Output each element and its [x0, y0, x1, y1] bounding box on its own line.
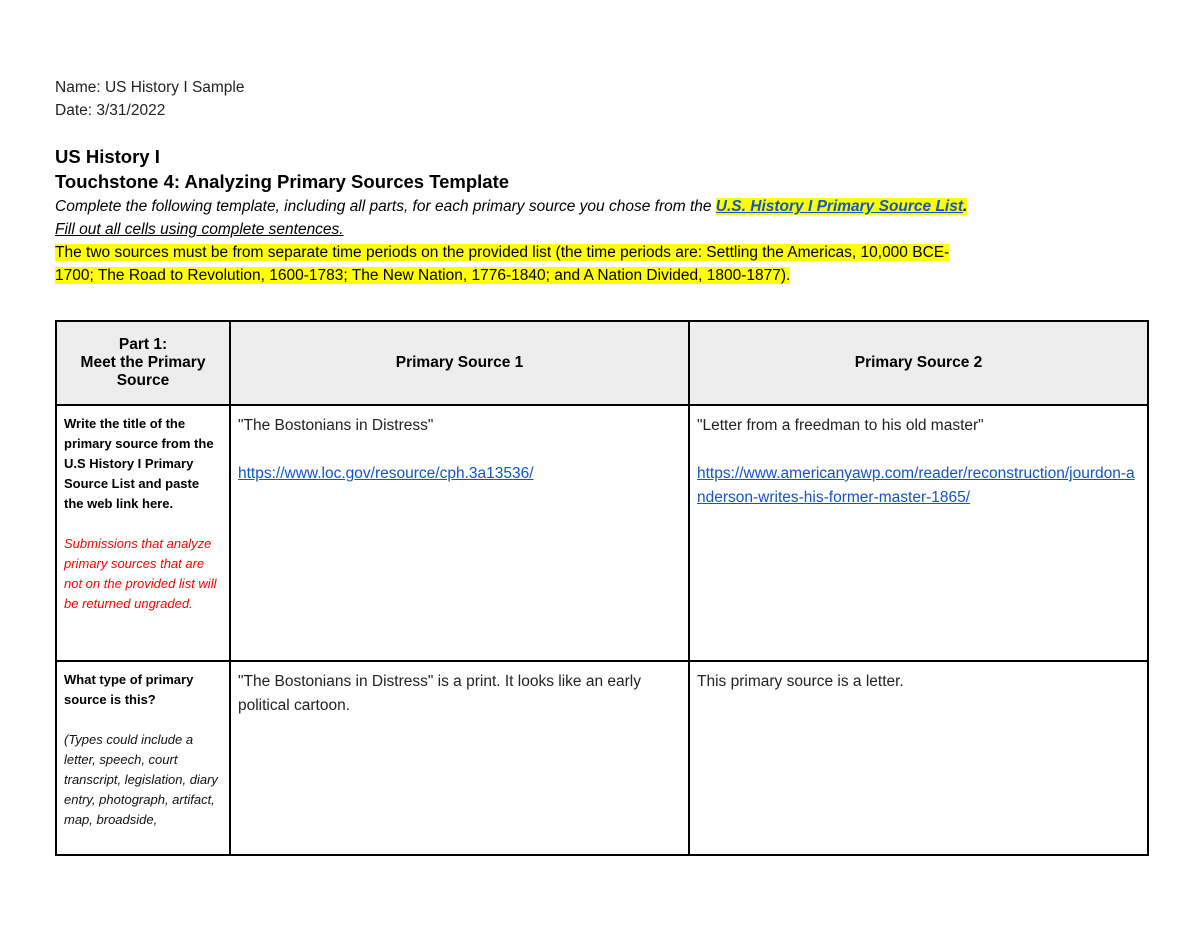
instructions [55, 195, 1147, 218]
table-header-row [56, 321, 1148, 405]
part-header-line-1: Part 1: [118, 336, 168, 353]
prompt-cell [56, 405, 230, 661]
source-2-title: "Letter from a freedman to his old master" [697, 417, 984, 434]
source-2-answer-cell[interactable] [689, 405, 1148, 661]
source-1-answer-cell[interactable] [230, 405, 689, 661]
part-header-line-3: Source [116, 372, 170, 389]
source-1-title: "The Bostonians in Distress" [238, 417, 434, 434]
source-2-link[interactable]: https://www.americanyawp.com/reader/reconstruction/jourdon-anderson-writes-his-former-master-1865/ [697, 465, 1135, 506]
prompt-hint: (Types could include a letter, speech, court transcript, legislation, diary entry, photograph, artifact, map, broadside, [64, 732, 218, 827]
prompt-text: Write the title of the primary source from the U.S History I Primary Source List and paste the web link here. [64, 416, 214, 511]
time-period-requirement [55, 241, 1147, 287]
primary-source-list-link[interactable]: U.S. History I Primary Source List [715, 198, 964, 215]
source-1-header: Primary Source 1 [230, 321, 689, 405]
fill-out-note: Fill out all cells using complete sentences. [55, 221, 344, 238]
source-2-answer-cell[interactable] [689, 661, 1148, 855]
instructions-suffix: . [963, 198, 968, 215]
document-title: Touchstone 4: Analyzing Primary Sources Template [55, 171, 510, 192]
source-2-type-answer: This primary source is a letter. [697, 673, 904, 690]
part-header-cell [56, 321, 230, 405]
source-2-header: Primary Source 2 [689, 321, 1148, 405]
submission-date: Date: 3/31/2022 [55, 102, 166, 119]
primary-source-table [55, 320, 1149, 856]
table-row [56, 405, 1148, 661]
part-header-line-2: Meet the Primary [80, 354, 206, 371]
prompt-text: What type of primary source is this? [64, 672, 194, 707]
prompt-warning: Submissions that analyze primary sources that are not on the provided list will be returned ungraded. [64, 536, 217, 611]
requirement-line-1: The two sources must be from separate time periods on the provided list (the time periods are: Settling the Americas, 10,000 BCE- [55, 244, 950, 261]
source-1-answer-cell[interactable] [230, 661, 689, 855]
source-1-type-answer: "The Bostonians in Distress" is a print. It looks like an early political cartoon. [238, 673, 641, 714]
instructions-prefix: Complete the following template, including all parts, for each primary source you chose from the [55, 198, 716, 215]
prompt-cell [56, 661, 230, 855]
source-1-link[interactable]: https://www.loc.gov/resource/cph.3a13536/ [238, 465, 534, 482]
requirement-line-2: 1700; The Road to Revolution, 1600-1783; The New Nation, 1776-1840; and A Nation Divided, 1800-1877). [55, 267, 791, 284]
document-header [55, 76, 1147, 287]
course-title: US History I [55, 146, 160, 167]
table-row [56, 661, 1148, 855]
student-name: Name: US History I Sample [55, 79, 245, 96]
